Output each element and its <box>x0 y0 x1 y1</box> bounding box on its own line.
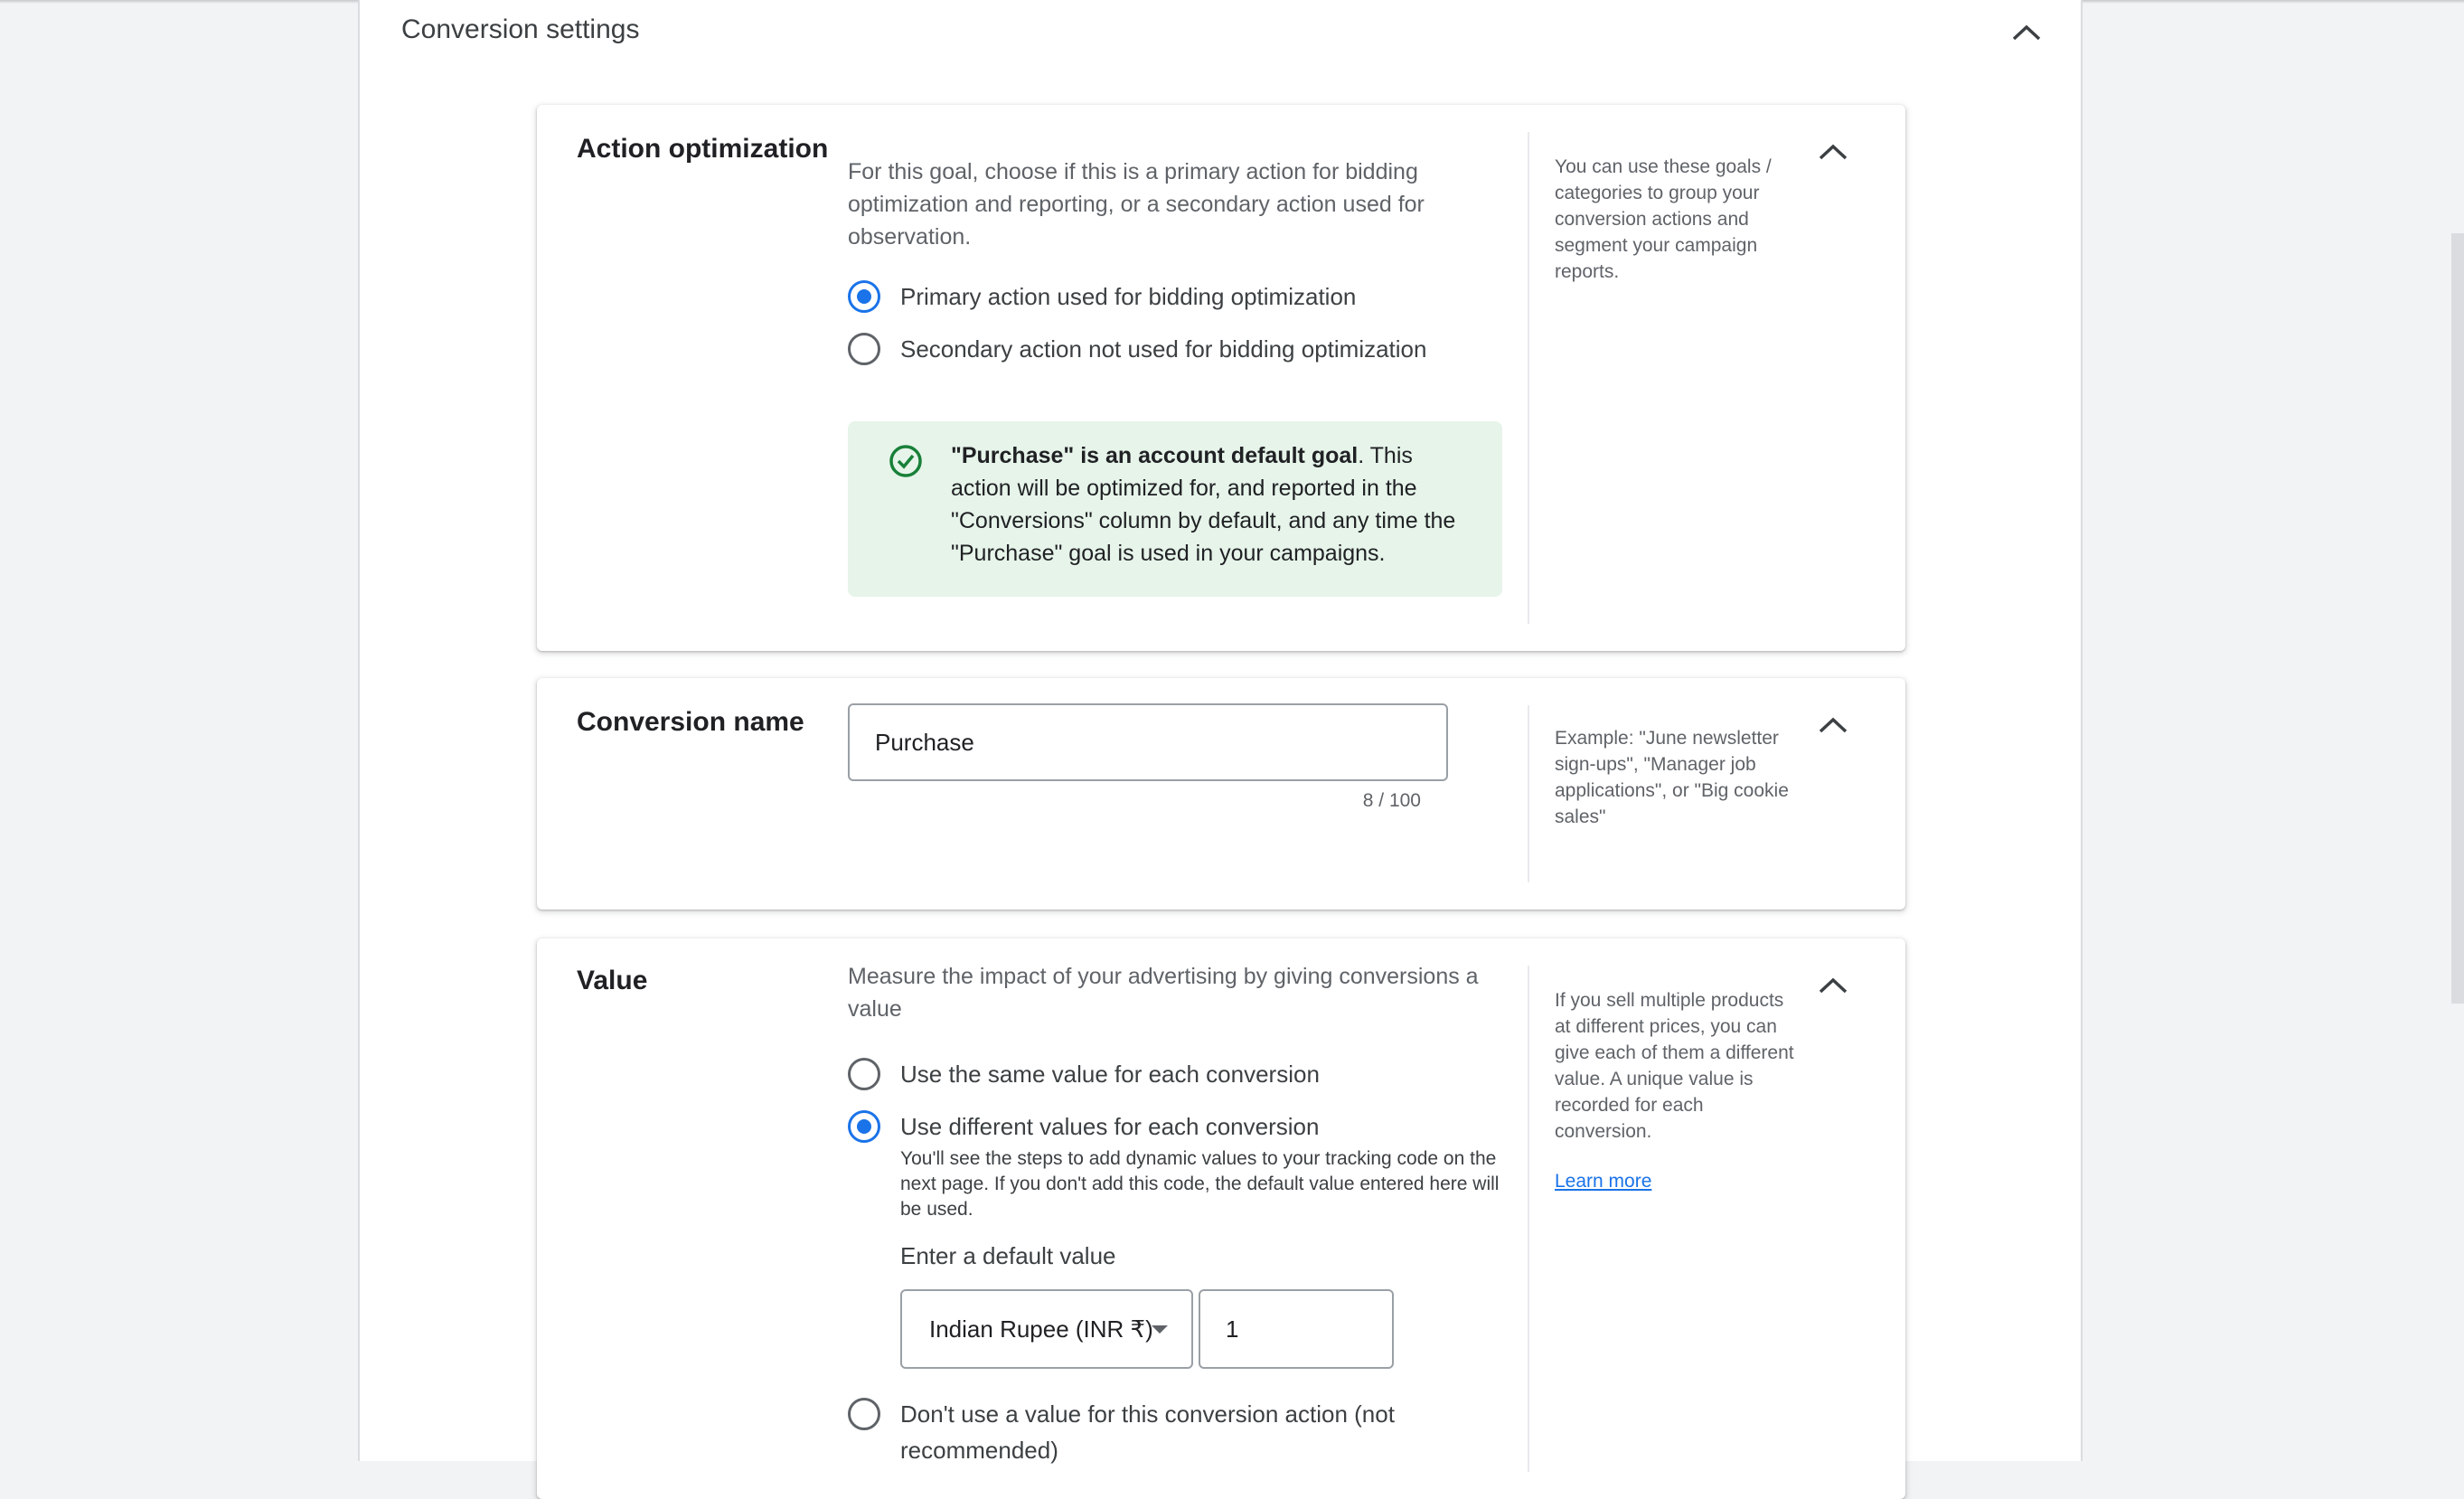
note-bold: "Purchase" is an account default goal <box>951 443 1359 468</box>
action-optimization-card <box>537 105 1905 651</box>
conversion-name-help: Example: "June newsletter sign-ups", "Manager job applications", or "Big cookie sales" <box>1555 728 1789 827</box>
panel-collapse-button[interactable] <box>2008 14 2045 51</box>
dropdown-arrow-icon <box>1152 1325 1168 1334</box>
currency-select[interactable] <box>900 1289 1193 1369</box>
chevron-up-icon <box>1818 143 1848 161</box>
conversion-name-title: Conversion name <box>577 707 804 737</box>
radio-label: Use the same value for each conversion <box>900 1061 1320 1088</box>
panel-title: Conversion settings <box>401 14 640 44</box>
note-text <box>951 439 1475 570</box>
default-goal-note <box>848 421 1502 597</box>
value-card <box>537 938 1905 1499</box>
chevron-up-icon <box>2011 24 2042 42</box>
radio-button[interactable] <box>848 333 880 365</box>
radio-primary-action[interactable] <box>848 280 1356 313</box>
learn-more-link[interactable]: Learn more <box>1555 1171 1652 1192</box>
radio-label: Secondary action not used for bidding optimization <box>900 335 1427 363</box>
conversion-name-input[interactable] <box>848 703 1448 781</box>
radio-different-values[interactable] <box>848 1110 1319 1143</box>
chevron-up-icon <box>1818 716 1848 734</box>
value-help <box>1555 987 1799 1194</box>
value-collapse-button[interactable] <box>1811 964 1855 1007</box>
default-value-label: Enter a default value <box>900 1242 1116 1269</box>
card-divider <box>1528 132 1529 624</box>
action-optimization-help: You can use these goals / categories to group your conversion actions and segment your campaign reports. <box>1555 156 1772 282</box>
different-values-description: You'll see the steps to add dynamic values to your tracking code on the next page. If you don't add this code, the default value entered here will be used. <box>900 1148 1500 1220</box>
radio-no-value[interactable] <box>848 1396 1425 1468</box>
radio-button[interactable] <box>848 1058 880 1090</box>
radio-button-checked[interactable] <box>848 280 880 313</box>
default-value-input[interactable] <box>1199 1289 1394 1369</box>
conversion-name-card <box>537 678 1905 910</box>
char-count: 8 / 100 <box>1362 790 1421 811</box>
action-optimization-title: Action optimization <box>577 134 829 164</box>
action-optimization-description: For this goal, choose if this is a primary action for bidding optimization and reporting, or a secondary action used for observation. <box>848 159 1425 250</box>
radio-label: Don't use a value for this conversion action (not recommended) <box>900 1400 1395 1464</box>
chevron-up-icon <box>1818 976 1848 995</box>
action-optimization-collapse-button[interactable] <box>1811 130 1855 174</box>
check-circle-icon <box>888 443 924 484</box>
currency-select-value: Indian Rupee (INR ₹) <box>929 1315 1153 1343</box>
radio-button[interactable] <box>848 1398 880 1430</box>
card-divider <box>1528 966 1529 1472</box>
conversion-name-collapse-button[interactable] <box>1811 703 1855 747</box>
radio-same-value[interactable] <box>848 1058 1320 1090</box>
radio-button-checked[interactable] <box>848 1110 880 1143</box>
card-divider <box>1528 705 1529 882</box>
value-description: Measure the impact of your advertising by giving conversions a value <box>848 964 1479 1022</box>
note-rest: . This action will be optimized for, and reported in the "Conversions" column by default, and any time the "Purchase" goal is used in your campaigns. <box>951 443 1456 566</box>
value-title: Value <box>577 966 648 995</box>
value-help-text: If you sell multiple products at different prices, you can give each of them a different value. A unique value is recorded for each conversion. <box>1555 990 1794 1142</box>
scrollbar-thumb[interactable] <box>2451 233 2464 1004</box>
radio-label: Use different values for each conversion <box>900 1113 1320 1140</box>
radio-secondary-action[interactable] <box>848 333 1426 365</box>
radio-label: Primary action used for bidding optimization <box>900 283 1357 310</box>
